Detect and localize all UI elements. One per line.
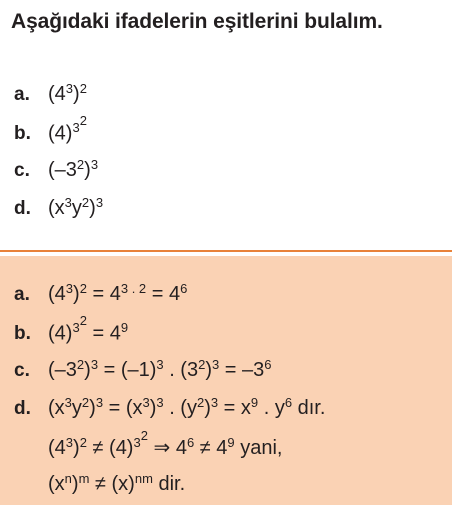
question-item bbox=[14, 80, 103, 121]
item-label: c. bbox=[14, 160, 30, 181]
item-label: d. bbox=[14, 198, 31, 219]
answer-item bbox=[14, 394, 326, 435]
answer-item bbox=[14, 313, 325, 359]
question-list bbox=[14, 80, 104, 235]
answer-list bbox=[14, 280, 326, 511]
question-item bbox=[14, 194, 104, 235]
math-expression: $(4)^{3^2} = 4^9$ bbox=[48, 313, 129, 345]
item-label: d. bbox=[14, 398, 31, 419]
item-label: c. bbox=[14, 360, 30, 381]
math-expression: $(4^3)^2 = 4^{3 . 2} = 4^6$ bbox=[48, 280, 188, 305]
divider bbox=[0, 250, 452, 252]
item-label: a. bbox=[14, 84, 30, 105]
note-line bbox=[14, 470, 325, 511]
answer-item bbox=[14, 356, 325, 397]
math-expression: $(4^3)^2$ bbox=[48, 80, 87, 105]
math-expression: $(4^3)^2 \ne (4)^{3^2}$ ⇒ $4^6 \ne 4^9$ yani, bbox=[48, 427, 283, 459]
math-expression: $(-3^2)^3$ bbox=[48, 156, 99, 181]
math-expression: $(x^3y^2)^3 = (x^3)^3$ . $(y^2)^3 = x^9$ . $y^6$ dır. bbox=[48, 394, 326, 419]
answer-box bbox=[0, 256, 452, 505]
page-title: Aşağıdaki ifadelerin eşitlerini bulalım. bbox=[11, 10, 383, 33]
math-expression: $(x^n)^m \ne (x)^{nm}$ dir. bbox=[48, 470, 186, 495]
item-label: b. bbox=[14, 123, 31, 145]
item-label: b. bbox=[14, 323, 31, 345]
math-expression: $(-3^2)^3 = (-1)^3$ . $(3^2)^3 = -3^6$ bbox=[48, 356, 272, 381]
question-item bbox=[14, 156, 103, 197]
answer-item bbox=[14, 280, 325, 321]
item-label: a. bbox=[14, 284, 30, 305]
note-line bbox=[14, 427, 325, 473]
math-expression: $(x^3y^2)^3$ bbox=[48, 194, 104, 219]
math-expression: $(4)^{3^2}$ bbox=[48, 113, 87, 145]
question-item bbox=[14, 113, 103, 159]
